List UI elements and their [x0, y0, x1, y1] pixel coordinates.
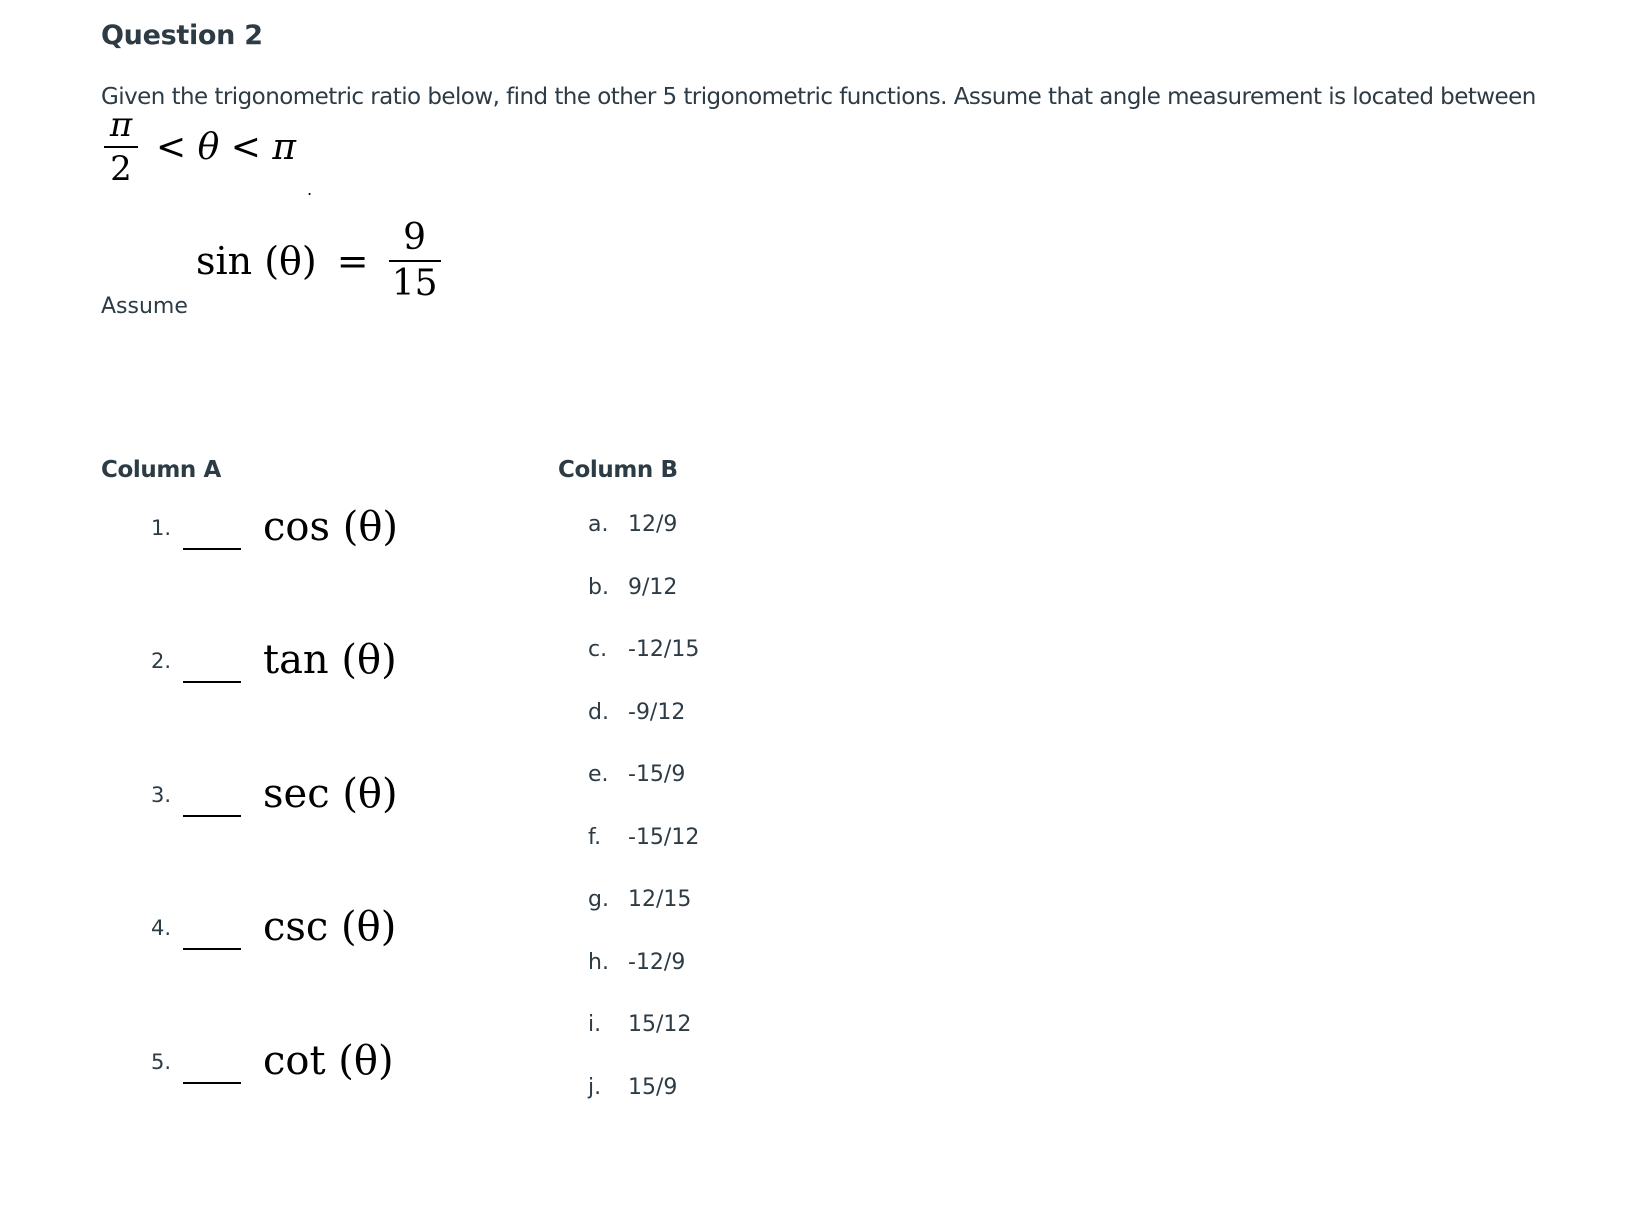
- column-a-header: Column A: [101, 457, 221, 483]
- option-letter: g.: [588, 887, 609, 912]
- option-value: 15/9: [628, 1075, 678, 1100]
- column-a-item: [0, 1038, 520, 1104]
- option-value: 12/9: [628, 512, 678, 537]
- fraction-bar: [104, 146, 138, 148]
- range-denominator: 2: [110, 149, 132, 189]
- column-b-item: [588, 1012, 691, 1037]
- option-value: -12/15: [628, 637, 700, 662]
- column-b-item: [588, 762, 685, 787]
- answer-blank[interactable]: [183, 548, 241, 550]
- column-b-item: [588, 1075, 677, 1100]
- option-letter: a.: [588, 512, 609, 537]
- given-fraction: [389, 217, 441, 304]
- range-inequality: < θ < π: [156, 126, 296, 168]
- option-value: 9/12: [628, 575, 678, 600]
- option-letter: b.: [588, 575, 609, 600]
- column-b-header: Column B: [558, 457, 678, 483]
- column-a-item: [0, 904, 520, 970]
- column-b-item: [588, 825, 699, 850]
- item-number: 3.: [151, 783, 172, 807]
- answer-blank[interactable]: [183, 1082, 241, 1084]
- given-numerator: 9: [403, 217, 427, 258]
- pi-over-two-fraction: [104, 105, 138, 189]
- column-b-item: [588, 887, 691, 912]
- option-value: -15/12: [628, 825, 700, 850]
- option-letter: j.: [588, 1075, 602, 1100]
- column-b-item: [588, 700, 685, 725]
- angle-range: [104, 105, 313, 199]
- trig-expression: tan (θ): [263, 637, 397, 683]
- option-value: 15/12: [628, 1012, 692, 1037]
- option-letter: h.: [588, 950, 609, 975]
- column-a-item: [0, 637, 520, 703]
- option-value: -15/9: [628, 762, 686, 787]
- column-a-item: [0, 771, 520, 837]
- item-number: 1.: [151, 516, 172, 540]
- column-b-item: [588, 950, 685, 975]
- option-letter: f.: [588, 825, 602, 850]
- option-letter: d.: [588, 700, 609, 725]
- given-ratio: [196, 217, 441, 304]
- question-title: Question 2: [101, 20, 263, 51]
- option-letter: c.: [588, 637, 608, 662]
- trig-expression: csc (θ): [263, 904, 397, 950]
- fraction-bar: [389, 260, 441, 262]
- given-lhs: sin (θ): [196, 239, 317, 283]
- answer-blank[interactable]: [183, 948, 241, 950]
- assume-label: Assume: [101, 294, 188, 319]
- trig-expression: sec (θ): [263, 771, 398, 817]
- item-number: 4.: [151, 916, 172, 940]
- column-a-item: [0, 504, 520, 570]
- column-b-item: [588, 512, 677, 537]
- option-value: -9/12: [628, 700, 686, 725]
- range-numerator: π: [109, 105, 133, 145]
- answer-blank[interactable]: [183, 681, 241, 683]
- trig-expression: cot (θ): [263, 1038, 394, 1084]
- trig-expression: cos (θ): [263, 504, 399, 550]
- option-letter: e.: [588, 762, 609, 787]
- item-number: 5.: [151, 1050, 172, 1074]
- item-number: 2.: [151, 649, 172, 673]
- option-value: -12/9: [628, 950, 686, 975]
- range-period: .: [307, 180, 313, 199]
- option-letter: i.: [588, 1012, 602, 1037]
- option-value: 12/15: [628, 887, 692, 912]
- question-prompt: Given the trigonometric ratio below, find the other 5 trigonometric functions. Assume that angle measurement is located between: [101, 84, 1536, 110]
- answer-blank[interactable]: [183, 815, 241, 817]
- column-b-item: [588, 575, 677, 600]
- given-denominator: 15: [391, 263, 438, 304]
- column-b-item: [588, 637, 699, 662]
- equals-sign: =: [336, 239, 369, 283]
